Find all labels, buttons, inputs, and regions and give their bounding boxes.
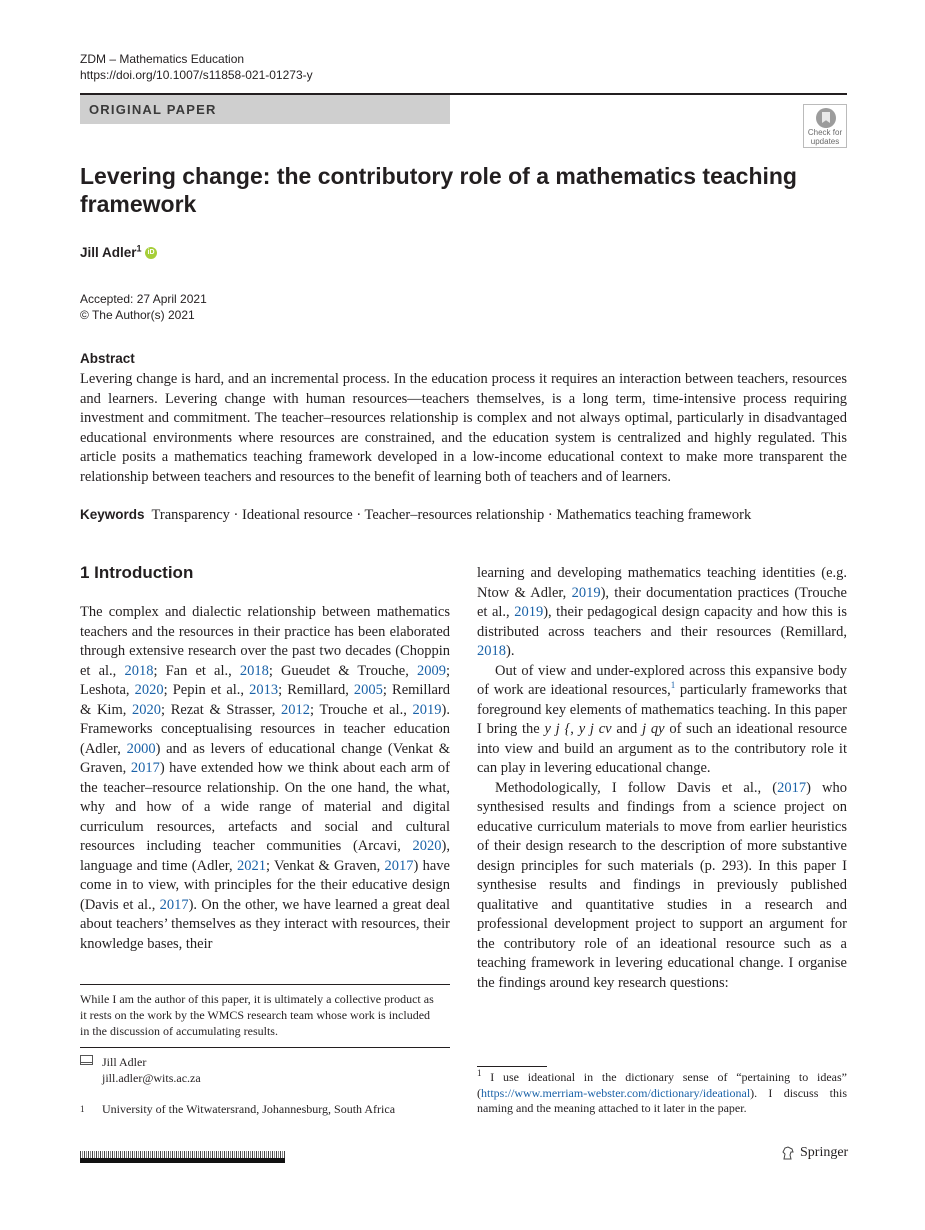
correspondence: [102, 1054, 201, 1086]
keywords-list: Transparency · Ideational resource · Teacher–resources relationship · Mathematics teaching framework: [151, 507, 752, 523]
footnote: $^1$ I use ideational in the dictionary sense of “pertaining to ideas” (https://www.merriam-webster.com/dictionary/ideational). I discuss this naming and the meaning attached to it later in the paper.: [477, 1068, 847, 1115]
dates-block: [80, 291, 207, 323]
copyright-line: © The Author(s) 2021: [80, 308, 195, 322]
envelope-icon: [80, 1055, 93, 1065]
accepted-date: Accepted: 27 April 2021: [80, 292, 207, 306]
citation-link[interactable]: 2009: [416, 662, 446, 679]
barcode-strip: [80, 1151, 285, 1158]
journal-header: [80, 51, 313, 83]
citation-link[interactable]: 2018: [477, 643, 506, 659]
footnote-ref[interactable]: 1: [670, 680, 676, 691]
affiliation-text: University of the Witwatersrand, Johannesburg, South Africa: [102, 1102, 396, 1116]
citation-link[interactable]: 2017: [777, 779, 807, 796]
article-type: ORIGINAL PAPER: [89, 102, 217, 117]
citation-link[interactable]: 2019: [571, 584, 601, 601]
badge-line-1: Check for: [807, 128, 843, 137]
journal-name: ZDM – Mathematics Education: [80, 52, 245, 66]
footnote-rule-right: [477, 1066, 547, 1067]
article-type-band: [80, 95, 450, 124]
author-affil-marker: 1: [136, 243, 142, 254]
footnote-url[interactable]: https://www.merriam-webster.com/dictionary/ideational: [481, 1085, 751, 1100]
citation-link[interactable]: 2018: [124, 662, 154, 679]
keywords-label: Keywords: [80, 507, 145, 522]
paragraph: Out of view and under-explored across this expansive body of work are ideational resources,$^1$ particularly frameworks that foreground key elements of mathematics teaching. In this paper I bring the y j {, y j cv and j qy of such an ideational resource into view and build an argument as to the contributory role it can play in levering educational change.: [477, 662, 848, 776]
citation-link[interactable]: 2000: [126, 740, 156, 757]
citation-link[interactable]: 2020: [412, 838, 442, 854]
correspondence-email[interactable]: jill.adler@wits.ac.za: [102, 1071, 201, 1085]
citation-link[interactable]: 2018: [239, 662, 269, 679]
affiliation: [80, 1101, 395, 1117]
citation-link[interactable]: 2012: [281, 701, 311, 718]
footnote-rule: [80, 984, 450, 985]
correspondence-rule: [80, 1047, 450, 1048]
author-name[interactable]: Jill Adler: [80, 245, 137, 260]
paper-title: Levering change: the contributory role of a mathematics teaching framework: [80, 163, 797, 217]
bookmark-icon: [816, 108, 836, 128]
section-heading: 1 Introduction: [80, 563, 194, 582]
right-column-text: [477, 564, 847, 993]
citation-link[interactable]: 2013: [249, 682, 279, 698]
barcode-bar: [80, 1158, 285, 1163]
left-column-text: The complex and dialectic relationship between mathematics teachers and the resources in their practice has been elaborated through extensive research over the past two decades (Choppin et al., 2018; Fan et al., 2018; Gueudet & Trouche, 2009; Leshota, 2020; Pepin et al., 2013; Remillard, 2005; Remillard & Kim, 2020; Rezat & Strasser, 2012; Trouche et al., 2019). Frameworks conceptualising resources in teacher education (Adler, 2000) and as levers of educational change (Venkat & Graven, 2017) have extended how we think about each arm of the teacher–resource relationship. On the one hand, the what, why and how of a wide range of material and digital curriculum resources, artefacts and social and cultural resources including teacher communities (Arcavi, 2020), language and time (Adler, 2021; Venkat & Graven, 2017) have come in to view, with principles for the their educative design (Davis et al., 2017). On the other, we have learned a great deal about teachers’ themselves as they interact with resources, their knowledge bases, their: [80, 604, 451, 952]
doi-link[interactable]: https://doi.org/10.1007/s11858-021-01273-y: [80, 68, 313, 82]
citation-link[interactable]: 2017: [159, 896, 189, 913]
author-line: [80, 245, 142, 260]
springer-horse-icon: [782, 1146, 794, 1160]
citation-link[interactable]: 2019: [514, 604, 544, 620]
keywords: [80, 507, 847, 524]
citation-link[interactable]: 2017: [384, 857, 414, 874]
badge-line-2: updates: [810, 136, 840, 146]
correspondence-name: Jill Adler: [102, 1055, 147, 1069]
paragraph: Methodologically, I follow Davis et al., (2017) who synthesised results and findings from a science project on educative curriculum materials to move from earlier heuristics of their design research to the description of more substantive design principles for such materials (p. 293). In this paper I synthesise results and findings in previously published qualitative and quantitative studies in a research and professional development project to support an argument for the contributory role of an ideational resource such as a teaching framework in levering educational change. I organise the findings around key research questions:: [477, 779, 847, 991]
paragraph: learning and developing mathematics teaching identities (e.g. Ntow & Adler, 2019), their documentation practices (Trouche et al., 2019), their pedagogical design capacity and how this is distributed across teachers and their resources (Remillard, 2018).: [477, 565, 848, 659]
citation-link[interactable]: 2020: [134, 682, 164, 698]
abstract-text: Levering change is hard, and an incremental process. In the education process it requires an interaction between teachers, resources and learners. Levering change with human resources—teachers themselves, is a long term, time-intensive process requiring investment and commitment. The teacher–resources relationship is complex and not always optimal, particularly in disadvantaged educational environments where resources are constrained, and the education system is centralized and highly regulated. This article posits a mathematics teaching framework developed in a low-income educational context to make more transparent the relationship between teachers and resources to the benefit of learning both of teachers and of learners.: [80, 371, 847, 485]
author-note: While I am the author of this paper, it is ultimately a collective product as it rests on the work by the WMCS research team whose work is included in the discussion of accumulating results.: [80, 992, 434, 1038]
citation-link[interactable]: 2017: [130, 760, 160, 776]
abstract-heading: Abstract: [80, 351, 135, 366]
citation-link[interactable]: 2019: [412, 701, 442, 718]
citation-link[interactable]: 2021: [236, 857, 266, 874]
orcid-icon[interactable]: iD: [145, 247, 157, 259]
citation-link[interactable]: 2005: [353, 682, 383, 698]
footnote-marker: 1: [477, 1068, 482, 1078]
publisher-name: Springer: [800, 1145, 849, 1160]
affiliation-marker: 1: [80, 1104, 85, 1114]
check-for-updates-badge[interactable]: [803, 104, 847, 148]
citation-link[interactable]: 2020: [132, 701, 162, 718]
